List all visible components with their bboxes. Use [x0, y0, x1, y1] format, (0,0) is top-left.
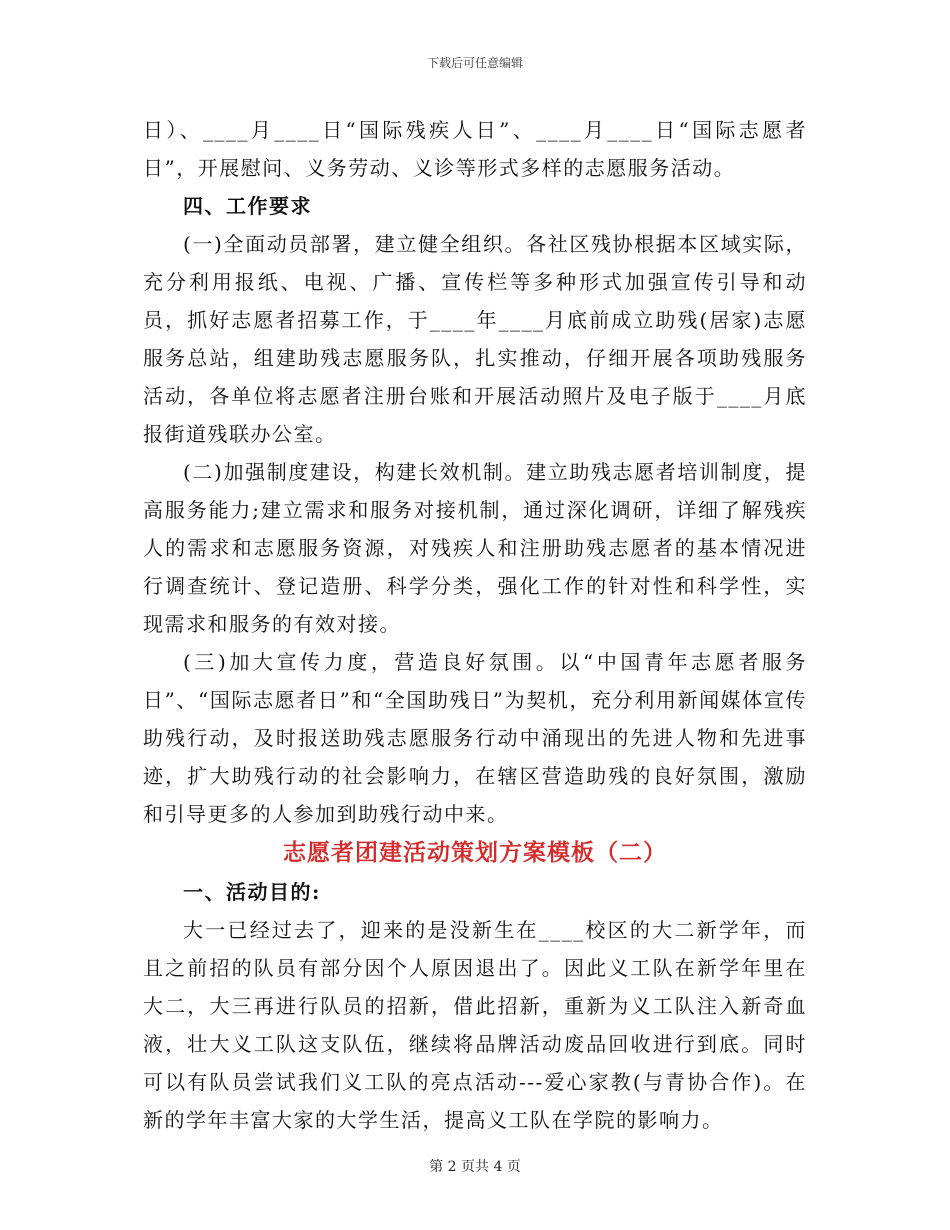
document-title: 志愿者团建活动策划方案模板（二） [283, 839, 667, 866]
document-body [143, 111, 807, 1139]
page-header: 下载后可任意编辑 [426, 56, 523, 70]
section-heading-activity-purpose: 一、活动目的: [183, 880, 321, 904]
intro-paragraph: 日）、____月____日“国际残疾人日”、____月____日“国际志愿者日”，开展慰问、义务劳动、义诊等形式多样的志愿服务活动。 [143, 118, 807, 180]
page-footer: 第 2 页共 4 页 [429, 1159, 521, 1175]
requirement-paragraph-2: (二)加强制度建设，构建长效机制。建立助残志愿者培训制度，提高服务能力;建立需求和服务对接机制，通过深化调研，详细了解残疾人的需求和志愿服务资源，对残疾人和注册助残志愿者的基本情况进行调查统计、登记造册、科学分类，强化工作的针对性和科学性，实现需求和服务的有效对接。 [143, 460, 807, 636]
purpose-paragraph: 大一已经过去了，迎来的是没新生在____校区的大二新学年，而且之前招的队员有部分因个人原因退出了。因此义工队在新学年里在大二，大三再进行队员的招新，借此招新，重新为义工队注入新奇血液，壮大义工队这支队伍，继续将品牌活动废品回收进行到底。同时可以有队员尝试我们义工队的亮点活动---爱心家教(与青协合作)。在新的学年丰富大家的大学生活，提高义工队在学院的影响力。 [143, 918, 807, 1132]
section-heading-work-requirements: 四、工作要求 [183, 194, 312, 218]
requirement-paragraph-3: (三)加大宣传力度，营造良好氛围。以“中国青年志愿者服务日”、“国际志愿者日”和“全国助残日”为契机，充分利用新闻媒体宣传助残行动，及时报送助残志愿服务行动中涌现出的先进人物和先进事迹，扩大助残行动的社会影响力，在辖区营造助残的良好氛围，激励和引导更多的人参加到助残行动中来。 [143, 650, 807, 826]
requirement-paragraph-1: (一)全面动员部署，建立健全组织。各社区残协根据本区域实际，充分利用报纸、电视、广播、宣传栏等多种形式加强宣传引导和动员，抓好志愿者招募工作，于____年____月底前成立助残(居家)志愿服务总站，组建助残志愿服务队，扎实推动，仔细开展各项助残服务活动，各单位将志愿者注册台账和开展活动照片及电子版于____月底报街道残联办公室。 [143, 232, 807, 446]
